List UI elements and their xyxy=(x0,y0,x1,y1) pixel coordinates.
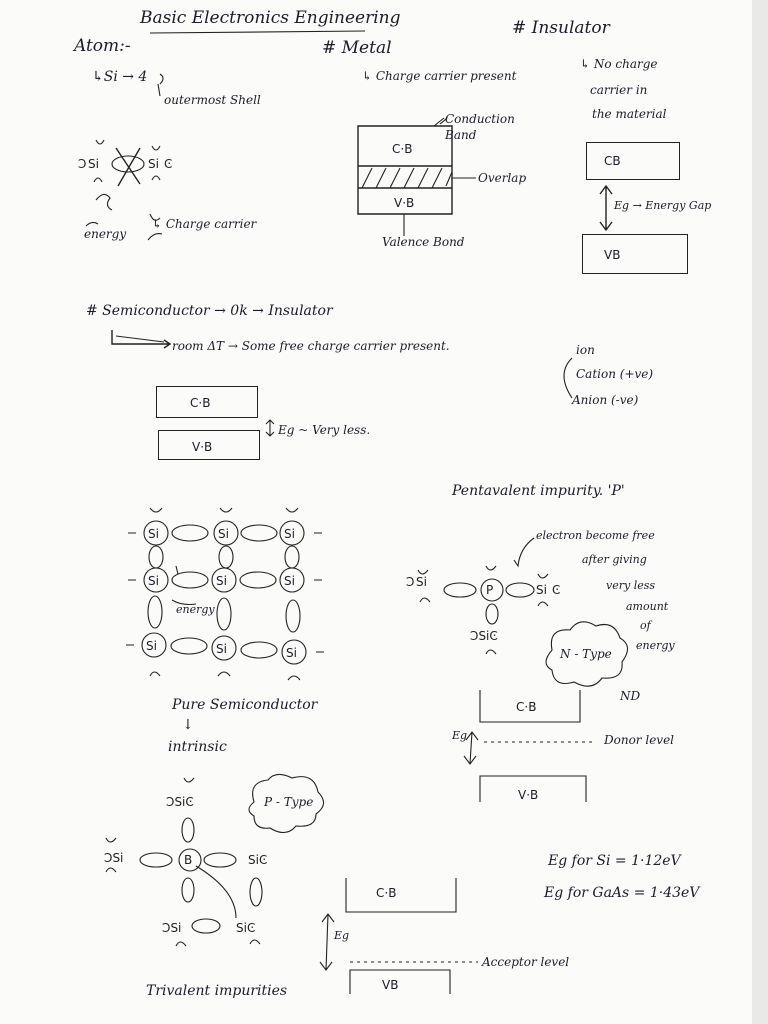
trivalent-vb-label: VB xyxy=(382,978,399,992)
svg-text:ϽSiϾ: ϽSiϾ xyxy=(166,795,194,809)
svg-text:Ͼ: Ͼ xyxy=(552,583,561,597)
trivalent-cb-label: C·B xyxy=(376,886,397,900)
free-electron-note: electron become free xyxy=(536,529,655,542)
svg-text:Si: Si xyxy=(416,575,427,589)
atom-heading: Atom:- xyxy=(74,36,131,56)
svg-text:SiϾ: SiϾ xyxy=(248,853,268,867)
insulator-vb-label: VB xyxy=(604,248,621,262)
svg-text:Ͻ: Ͻ xyxy=(406,575,415,589)
ion-label: ion xyxy=(576,343,595,357)
insulator-note-1: ↳ No charge xyxy=(580,57,658,71)
metal-cb-label: C·B xyxy=(392,142,413,156)
semiconductor-vb-label: V·B xyxy=(192,440,213,454)
insulator-cb-label: CB xyxy=(604,154,621,168)
lattice-atom: Si xyxy=(286,646,297,660)
room-temp-note: room ΔT → Some free charge carrier present. xyxy=(172,339,450,353)
svg-text:Si: Si xyxy=(536,583,547,597)
metal-heading: # Metal xyxy=(322,38,392,58)
lattice-atom: Si xyxy=(216,642,227,656)
page-title: Basic Electronics Engineering xyxy=(140,8,401,28)
free-electron-note: very less xyxy=(606,579,656,592)
metal-subtitle: ↳ Charge carrier present xyxy=(362,69,517,83)
outermost-shell-label: outermost Shell xyxy=(164,93,261,107)
valence-bond-label: Valence Bond xyxy=(382,235,465,249)
lattice-atom: Si xyxy=(218,527,229,541)
charge-carrier-label: ↳ Charge carrier xyxy=(152,217,257,231)
svg-text:ϽSi: ϽSi xyxy=(104,851,124,865)
svg-text:Si: Si xyxy=(148,157,159,171)
lattice-atom: Si xyxy=(216,574,227,588)
lattice-atom: Si xyxy=(148,574,159,588)
trivalent-heading: Trivalent impurities xyxy=(146,983,288,999)
free-electron-note: amount xyxy=(626,600,669,613)
overlap-label: Overlap xyxy=(478,171,527,185)
lattice-atom: Si xyxy=(284,574,295,588)
pentavalent-cb-label: C·B xyxy=(516,700,537,714)
eg-gaas-value: Eg for GaAs = 1·43eV xyxy=(544,885,700,901)
pentavalent-vb-label: V·B xyxy=(518,788,539,802)
svg-text:B: B xyxy=(184,853,193,867)
svg-text:P: P xyxy=(486,583,494,597)
intrinsic-arrow: ↓ xyxy=(182,717,194,733)
free-electron-note: of xyxy=(640,619,651,632)
cation-label: Cation (+ve) xyxy=(576,367,654,381)
semiconductor-heading: # Semiconductor → 0k → Insulator xyxy=(86,303,333,319)
lattice-energy-label: energy xyxy=(176,603,215,616)
nd-label: ND xyxy=(620,689,641,703)
svg-text:SiϾ: SiϾ xyxy=(236,921,256,935)
metal-vb-label: V·B xyxy=(394,196,415,210)
acceptor-level-label: Acceptor level xyxy=(482,955,570,969)
page-edge xyxy=(752,0,768,1024)
free-electron-note: energy xyxy=(636,639,675,652)
conduction-band-label: Conduction Band xyxy=(445,112,515,142)
lattice-atom: Si xyxy=(146,639,157,653)
insulator-heading: # Insulator xyxy=(512,18,610,38)
intrinsic-label: intrinsic xyxy=(168,739,227,755)
semiconductor-cb-label: C·B xyxy=(190,396,211,410)
svg-text:Ͻ: Ͻ xyxy=(78,157,87,171)
energy-label: energy xyxy=(84,227,127,241)
pentavalent-eg-label: Eg xyxy=(452,729,468,742)
free-electron-note: after giving xyxy=(582,553,647,566)
semiconductor-eg-label: Eg ~ Very less. xyxy=(278,423,371,437)
p-type-label: P - Type xyxy=(264,795,314,809)
insulator-note-3: the material xyxy=(592,107,667,121)
eg-silicon-value: Eg for Si = 1·12eV xyxy=(548,853,681,869)
svg-text:Ͼ: Ͼ xyxy=(164,157,173,171)
donor-level-label: Donor level xyxy=(604,733,675,747)
svg-text:Si: Si xyxy=(88,157,99,171)
svg-text:ϽSi: ϽSi xyxy=(162,921,182,935)
pentavalent-heading: Pentavalent impurity. 'P' xyxy=(452,483,625,499)
svg-text:ϽSiϾ: ϽSiϾ xyxy=(470,629,498,643)
lattice-atom: Si xyxy=(148,527,159,541)
n-type-label: N - Type xyxy=(560,647,612,661)
insulator-note-2: carrier in xyxy=(590,83,648,97)
atom-si-line: ↳Si → 4 xyxy=(92,69,148,85)
lattice-atom: Si xyxy=(284,527,295,541)
insulator-eg-label: Eg → Energy Gap xyxy=(614,199,712,212)
anion-label: Anion (-ve) xyxy=(572,393,639,407)
pure-semiconductor-label: Pure Semiconductor xyxy=(172,697,318,713)
trivalent-eg-label: Eg xyxy=(334,929,350,942)
